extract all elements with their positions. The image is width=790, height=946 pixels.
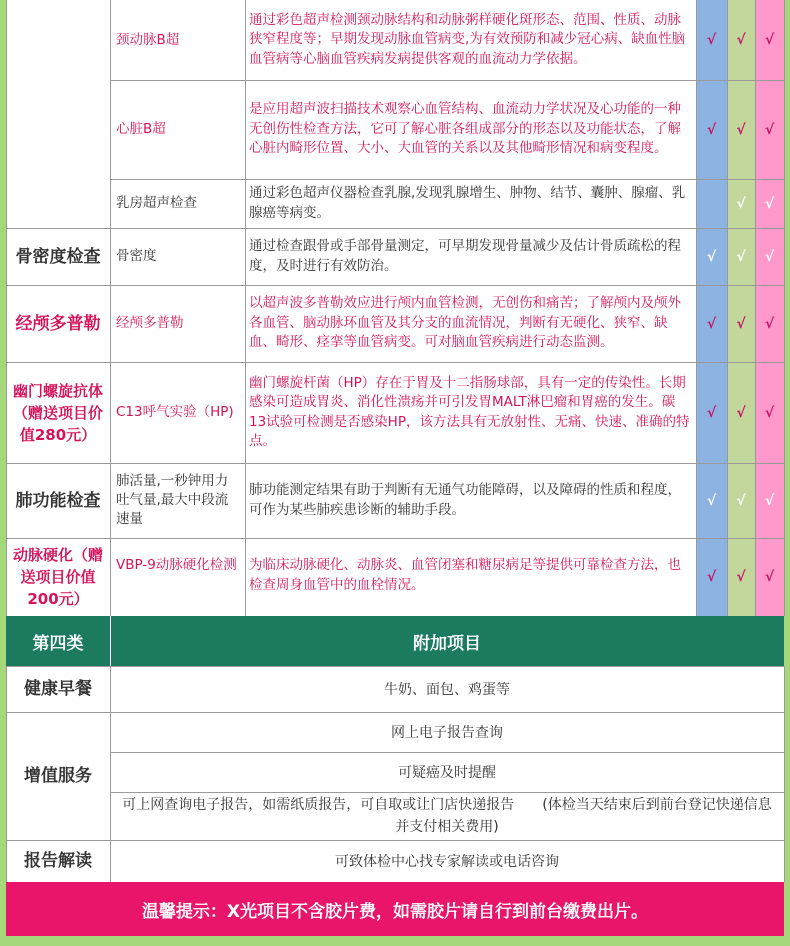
category-helicobacter: 幽门螺旋抗体（赠送项目价值280元） (12, 381, 103, 444)
category-lung-function: 肺功能检查 (15, 490, 101, 511)
desc-breast-ultrasound: 通过彩色超声仪器检查乳腺,发现乳腺增生、肿物、结节、囊肿、腺瘤、乳腺癌等病变。 (249, 185, 686, 221)
category-arteriosclerosis: 动脉硬化（赠送项目价值200元） (12, 546, 103, 608)
desc-lung-function: 肺功能测定结果有助于判断有无通气功能障碍，以及障碍的性质和程度，可作为某些肺疾患诊断的辅助手段。 (249, 482, 681, 518)
check-mark: √ (736, 492, 746, 509)
breakfast-label: 健康早餐 (24, 679, 92, 699)
report-label: 报告解读 (24, 851, 92, 871)
check-mark: √ (736, 195, 746, 212)
service-item: 可疑癌及时提醒 (398, 765, 496, 781)
check-mark: √ (764, 32, 775, 48)
check-mark: √ (764, 569, 775, 585)
breakfast-value: 牛奶、面包、鸡蛋等 (384, 682, 510, 698)
check-mark: √ (736, 32, 746, 48)
item-heart-ultrasound: 心脏B超 (116, 121, 166, 137)
service-item: 可上网查询电子报告，如需纸质报告，可自取或让门店快递报告 (体检当天结束后到前台登记快递信息并支付相关费用) (122, 797, 772, 835)
desc-heart-ultrasound: 是应用超声波扫描技术观察心血管结构、血流动力学状况及心功能的一种无创伤性检查方法，它可了解心脏各组成部分的形态以及功能状态，了解心脏内畸形位置、大小、大血管的关系以及其他畸形情况和病变程度。 (249, 101, 681, 157)
service-item: 网上电子报告查询 (391, 725, 503, 741)
item-vbp9: VBP-9动脉硬化检测 (116, 557, 237, 573)
check-mark: √ (736, 248, 746, 265)
service-label: 增值服务 (24, 766, 92, 786)
item-c13-breath-test: C13呼气实验（HP) (116, 404, 234, 420)
report-value: 可致体检中心找专家解读或电话咨询 (335, 854, 559, 870)
item-transcranial-doppler: 经颅多普勒 (116, 315, 184, 331)
check-mark: √ (706, 248, 717, 265)
desc-c13-breath-test: 幽门螺旋杆菌（HP）存在于胃及十二指肠球部，具有一定的传染性。长期感染可造成胃炎、消化性溃疡并可引发胃MALT淋巴瘤和胃癌的发生。碳13试验可检测是否感染HP，该方法具有无放射性、无痛、快速、准确的特点。 (249, 374, 690, 449)
check-mark: √ (706, 32, 717, 48)
check-mark: √ (764, 404, 775, 421)
check-mark: √ (706, 315, 717, 332)
category-bone-density: 骨密度检查 (15, 246, 101, 267)
footer-notice: 温馨提示：X光项目不含胶片费，如需胶片请自行到前台缴费出片。 (6, 882, 784, 936)
check-mark: √ (706, 569, 717, 585)
check-mark: √ (764, 121, 775, 138)
section-title: 附加项目 (413, 633, 481, 654)
item-lung-function: 肺活量,一秒钟用力吐气量,最大中段流速量 (116, 473, 229, 527)
section-label: 第四类 (32, 633, 84, 654)
check-mark: √ (764, 195, 775, 212)
desc-vbp9: 为临床动脉硬化、动脉炎、血管闭塞和糖尿病足等提供可靠检查方法，也检查周身血管中的血栓情况。 (249, 557, 681, 593)
check-mark: √ (706, 404, 717, 421)
check-mark: √ (764, 248, 775, 265)
check-mark: √ (736, 121, 746, 138)
desc-transcranial-doppler: 以超声波多普勒效应进行颅内血管检测，无创伤和痛苦；了解颅内及颅外各血管、脑动脉环血管及其分支的血流情况，判断有无硬化、狭窄、缺血、畸形、痉挛等血管病变。可对脑血管疾病进行动态监测。 (249, 295, 681, 351)
item-bone-density: 骨密度 (116, 248, 157, 264)
desc-bone-density: 通过检查跟骨或手部骨量测定，可早期发现骨量减少及估计骨质疏松的程度，及时进行有效防治。 (249, 238, 681, 274)
category-transcranial-doppler: 经颅多普勒 (15, 313, 101, 334)
check-mark: √ (736, 569, 746, 585)
item-carotid-ultrasound: 颈动脉B超 (116, 31, 180, 48)
item-breast-ultrasound: 乳房超声检查 (116, 195, 197, 211)
desc-carotid-ultrasound: 通过彩色超声检测颈动脉结构和动脉粥样硬化斑形态、范围、性质、动脉狭窄程度等；早期发现动脉血管病变,为有效预防和减少冠心病、缺血性脑血管病等心脑血管疾病发病提供客观的血流动力学依据。 (249, 11, 686, 67)
check-mark: √ (736, 315, 746, 332)
check-mark: √ (764, 492, 775, 509)
check-mark: √ (736, 404, 746, 421)
check-mark: √ (764, 315, 775, 332)
check-mark: √ (706, 121, 717, 138)
check-mark: √ (706, 492, 717, 509)
